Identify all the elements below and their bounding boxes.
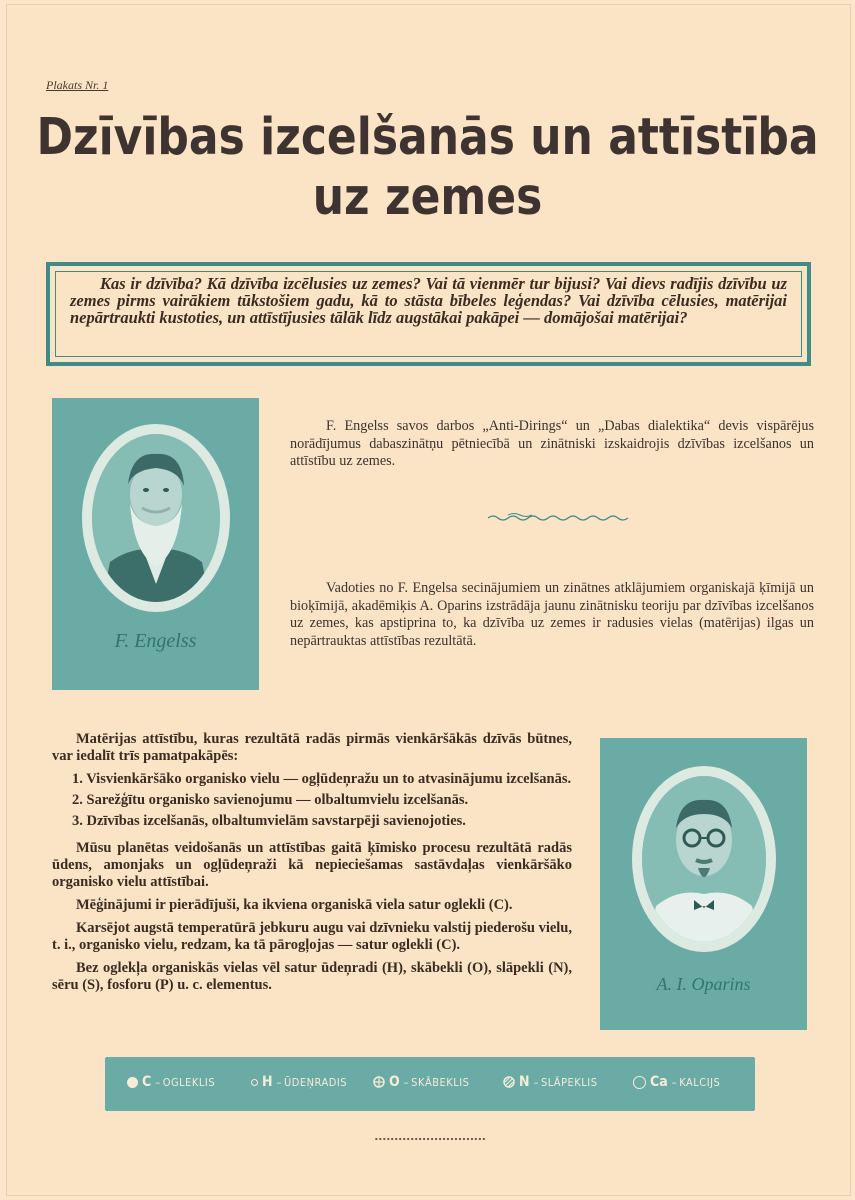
- experiments-paragraph: Mēģinājumi ir pierādījuši, ka ikviena organiskā viela satur oglekli (C).: [76, 897, 513, 913]
- main-text: [52, 731, 572, 1000]
- oparin-portrait: [600, 738, 807, 1030]
- stages-intro: Matērijas attīstību, kuras rezultātā radās pirmās vienkāršākās dzīvās būtnes, var iedalīt trīs pamatpakāpēs:: [52, 731, 572, 764]
- stage-item: 2. Sarežģītu organisko savienojumu — olbaltumvielu izcelšanās.: [72, 792, 469, 808]
- planet-paragraph: Mūsu planētas veidošanās un attīstības gaitā ķīmisko procesu rezultātā radās ūdens, amonjaks un ogļūdeņraži kā nepieciešamas sastāvdaļas vienkāršāko organisko vielu attīstībai.: [52, 840, 572, 890]
- title-line-2: uz zemes: [312, 168, 543, 227]
- hatched-circle-icon: [503, 1076, 515, 1088]
- elements-paragraph: Bez oglekļa organiskās vielas vēl satur ūdeņradi (H), skābekli (O), slāpekli (N), sēru (S), fosforu (P) u. c. elementus.: [52, 960, 572, 993]
- heating-paragraph: Karsējot augstā temperatūrā jebkuru augu vai dzīvnieku valstij piederošu vielu, t. i., organisko vielu, redzam, ka tā pārogļojas — satur oglekli (C).: [52, 920, 572, 953]
- oparin-figure-icon: [642, 776, 766, 942]
- printer-imprint: ▪ ▪ ▪ ▪ ▪ ▪ ▪ ▪ ▪ ▪ ▪ ▪ ▪ ▪ ▪ ▪ ▪ ▪ ▪ ▪ ▪ ▪ ▪ ▪ ▪ ▪ ▪ ▪: [374, 1136, 486, 1141]
- oparin-caption: A. I. Oparins: [656, 974, 751, 994]
- portrait-oval: [92, 434, 220, 602]
- title-line-1: Dzīvības izcelšanās un attīstība: [36, 108, 819, 167]
- filled-dot-icon: [127, 1077, 138, 1088]
- portrait-oval: [642, 776, 766, 942]
- engels-portrait: [52, 398, 259, 690]
- legend-item-hydrogen: H – ŪDEŅRADIS: [251, 1074, 347, 1090]
- empty-circle-icon: [633, 1076, 646, 1089]
- engels-figure-icon: [92, 434, 220, 602]
- legend-item-carbon: C – OGLEKLIS: [127, 1074, 215, 1090]
- stages-list: [52, 771, 572, 830]
- stage-item: 3. Dzīvības izcelšanās, olbaltumvielām savstarpēji savienojoties.: [72, 813, 466, 829]
- legend-item-calcium: Ca – KALCIJS: [633, 1074, 720, 1090]
- question-text: Kas ir dzīvība? Kā dzīvība izcēlusies uz zemes? Vai tā vienmēr tur bijusi? Vai dievs radījis dzīvību uz zemes pirms vairākiem tūkstošiem gadu, kā to stāsta bībeles leģendas? Vai dzīvība cēlusies, matērijai nepārtraukti kustoties, un attīstījusies tālāk līdz augstākai pakāpei — domājošai matērijai?: [70, 274, 787, 327]
- poster-number: Plakats Nr. 1: [46, 78, 109, 92]
- engels-caption: F. Engelss: [114, 630, 197, 652]
- small-ring-icon: [251, 1079, 258, 1086]
- element-legend: [105, 1057, 755, 1111]
- paragraph-engels: F. Engelss savos darbos „Anti-Dirings“ un „Dabas dialektika“ devis vispārējus norādījumus dabaszinātņu pētniecībā un zinātniski izskaidrojis dzīvības izcelšanos un attīstību uz zemes.: [290, 418, 814, 469]
- stage-item: 1. Visvienkāršāko organisko vielu — ogļūdeņražu un to atvasinājumu izcelšanās.: [72, 771, 572, 787]
- legend-item-oxygen: O – SKĀBEKLIS: [373, 1074, 469, 1090]
- question-box: [46, 262, 811, 366]
- legend-item-nitrogen: N – SLĀPEKLIS: [503, 1074, 597, 1090]
- paragraph-oparin: Vadoties no F. Engelsa secinājumiem un zinātnes atklājumiem organiskajā ķīmijā un bioķīmijā, akadēmiķis A. Oparins izstrādāja jaunu zinātnisku teoriju par dzīvības izcelšanos uz zemes, kas apstiprina to, ka dzīvība uz zemes ir radusies vielas (matērijas) ilgas un nepārtrauktas attīstības rezultātā.: [290, 580, 814, 649]
- wavy-divider-icon: [488, 512, 628, 524]
- crossed-circle-icon: [373, 1076, 385, 1088]
